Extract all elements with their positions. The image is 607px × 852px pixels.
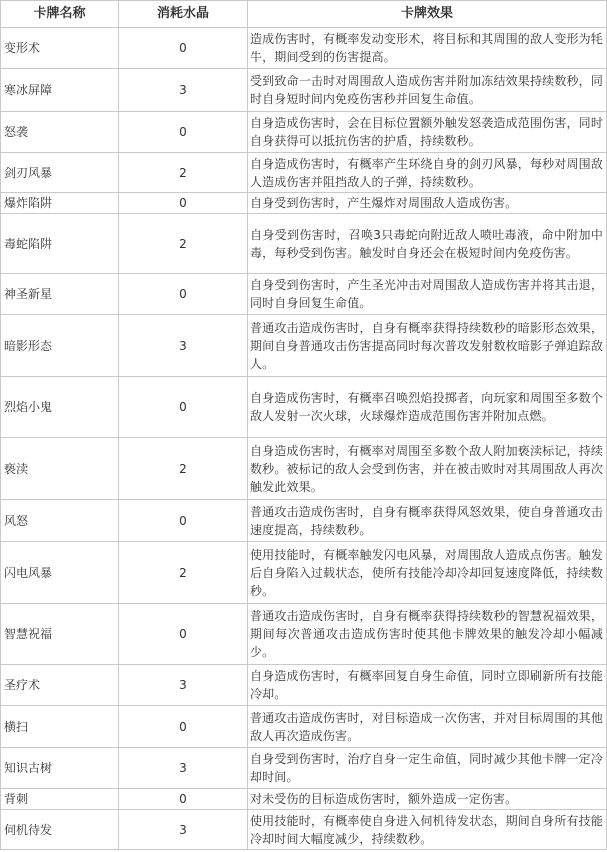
card-cost-cell: 0 bbox=[119, 706, 248, 748]
table-body bbox=[1, 28, 607, 850]
card-effect-cell: 自身受到伤害时，召唤3只毒蛇向附近敌人喷吐毒液，命中附加中毒，每秒受到伤害。触发时自身还会在极短时间内免疫伤害。 bbox=[248, 214, 607, 274]
card-name-cell: 伺机待发 bbox=[1, 810, 119, 850]
header-card-effect: 卡牌效果 bbox=[248, 1, 607, 28]
card-name-cell: 变形术 bbox=[1, 28, 119, 69]
card-effect-cell: 自身受到伤害时，治疗自身一定生命值，同时减少其他卡牌一定冷却时间。 bbox=[248, 748, 607, 789]
card-effect-cell: 自身造成伤害时，有概率回复自身生命值，同时立即刷新所有技能冷却。 bbox=[248, 665, 607, 706]
card-cost-cell: 2 bbox=[119, 153, 248, 193]
card-name-cell: 爆炸陷阱 bbox=[1, 193, 119, 214]
table-row bbox=[1, 214, 607, 274]
card-name-cell: 怒袭 bbox=[1, 112, 119, 153]
card-name-cell: 烈焰小鬼 bbox=[1, 377, 119, 438]
header-row bbox=[1, 1, 607, 28]
card-name-cell: 知识古树 bbox=[1, 748, 119, 789]
card-name-cell: 毒蛇陷阱 bbox=[1, 214, 119, 274]
card-cost-cell: 0 bbox=[119, 604, 248, 665]
card-effect-cell: 普通攻击造成伤害时，自身有概率获得持续数秒的智慧祝福效果，期间每次普通攻击造成伤害时使其他卡牌效果的触发冷却小幅减少。 bbox=[248, 604, 607, 665]
card-cost-cell: 3 bbox=[119, 665, 248, 706]
card-name-cell: 闪电风暴 bbox=[1, 542, 119, 604]
card-name-cell: 神圣新星 bbox=[1, 274, 119, 315]
card-cost-cell: 0 bbox=[119, 500, 248, 542]
table-row bbox=[1, 112, 607, 153]
card-name-cell: 剑刃风暴 bbox=[1, 153, 119, 193]
card-effect-cell: 使用技能时，有概率触发闪电风暴，对周围敌人造成点伤害。触发后自身陷入过载状态，使所有技能冷却冷却回复速度降低，持续数秒。 bbox=[248, 542, 607, 604]
card-cost-cell: 0 bbox=[119, 377, 248, 438]
card-effect-cell: 造成伤害时，有概率发动变形术，将目标和其周围的敌人变形为牦牛，期间受到的伤害提高。 bbox=[248, 28, 607, 69]
table-row bbox=[1, 706, 607, 748]
header-crystal-cost: 消耗水晶 bbox=[119, 1, 248, 28]
table-row bbox=[1, 789, 607, 810]
table-row bbox=[1, 604, 607, 665]
card-cost-cell: 3 bbox=[119, 69, 248, 112]
card-effect-cell: 自身造成伤害时，有概率召唤烈焰投掷者，向玩家和周围至多数个敌人发射一次火球，火球爆炸造成范围伤害并附加点燃。 bbox=[248, 377, 607, 438]
card-effect-cell: 受到致命一击时对周围敌人造成伤害并附加冻结效果持续数秒，同时自身短时间内免疫伤害秒并回复生命值。 bbox=[248, 69, 607, 112]
card-cost-cell: 3 bbox=[119, 810, 248, 850]
card-effect-cell: 自身造成伤害时，有概率对周围至多数个敌人附加亵渎标记，持续数秒。被标记的敌人会受到伤害，并在被击败时对其周围敌人再次触发此效果。 bbox=[248, 438, 607, 500]
card-name-cell: 暗影形态 bbox=[1, 315, 119, 377]
table-row bbox=[1, 665, 607, 706]
card-cost-cell: 0 bbox=[119, 789, 248, 810]
card-name-cell: 横扫 bbox=[1, 706, 119, 748]
table-row bbox=[1, 274, 607, 315]
card-cost-cell: 0 bbox=[119, 193, 248, 214]
card-cost-cell: 2 bbox=[119, 438, 248, 500]
card-effect-cell: 自身受到伤害时，产生爆炸对周围敌人造成伤害。 bbox=[248, 193, 607, 214]
card-name-cell: 寒冰屏障 bbox=[1, 69, 119, 112]
card-name-cell: 智慧祝福 bbox=[1, 604, 119, 665]
table-row bbox=[1, 377, 607, 438]
card-name-cell: 亵渎 bbox=[1, 438, 119, 500]
table-row bbox=[1, 438, 607, 500]
card-effect-cell: 普通攻击造成伤害时，对目标造成一次伤害，并对目标周围的其他敌人再次造成伤害。 bbox=[248, 706, 607, 748]
table-row bbox=[1, 810, 607, 850]
table-row bbox=[1, 542, 607, 604]
card-cost-cell: 2 bbox=[119, 214, 248, 274]
card-cost-cell: 3 bbox=[119, 315, 248, 377]
card-effect-cell: 使用技能时，有概率使自身进入伺机待发状态，期间自身所有技能冷却时间大幅度减少，持续数秒。 bbox=[248, 810, 607, 850]
table-row bbox=[1, 315, 607, 377]
card-cost-cell: 0 bbox=[119, 274, 248, 315]
card-effect-cell: 普通攻击造成伤害时，自身有概率获得持续数秒的暗影形态效果，期间自身普通攻击伤害提高同时每次普攻发射数枚暗影子弹追踪敌人。 bbox=[248, 315, 607, 377]
table-row bbox=[1, 193, 607, 214]
card-effect-cell: 对未受伤的目标造成伤害时，额外造成一定伤害。 bbox=[248, 789, 607, 810]
card-effect-cell: 自身造成伤害时，有概率产生环绕自身的剑刃风暴，每秒对周围敌人造成伤害并阻挡敌人的子弹，持续数秒。 bbox=[248, 153, 607, 193]
table-header bbox=[1, 1, 607, 28]
card-cost-cell: 2 bbox=[119, 542, 248, 604]
table-row bbox=[1, 69, 607, 112]
card-name-cell: 圣疗术 bbox=[1, 665, 119, 706]
table-row bbox=[1, 153, 607, 193]
table-row bbox=[1, 748, 607, 789]
card-name-cell: 背刺 bbox=[1, 789, 119, 810]
card-cost-cell: 0 bbox=[119, 112, 248, 153]
card-cost-cell: 3 bbox=[119, 748, 248, 789]
card-name-cell: 风怒 bbox=[1, 500, 119, 542]
card-cost-cell: 0 bbox=[119, 28, 248, 69]
table-row bbox=[1, 500, 607, 542]
card-effect-cell: 普通攻击造成伤害时，自身有概率获得风怒效果，使自身普通攻击速度提高，持续数秒。 bbox=[248, 500, 607, 542]
header-card-name: 卡牌名称 bbox=[1, 1, 119, 28]
table-row bbox=[1, 28, 607, 69]
card-effect-cell: 自身受到伤害时，产生圣光冲击对周围敌人造成伤害并将其击退，同时自身回复生命值。 bbox=[248, 274, 607, 315]
card-effect-cell: 自身造成伤害时，会在目标位置额外触发怒袭造成范围伤害，同时自身获得可以抵抗伤害的护盾，持续数秒。 bbox=[248, 112, 607, 153]
